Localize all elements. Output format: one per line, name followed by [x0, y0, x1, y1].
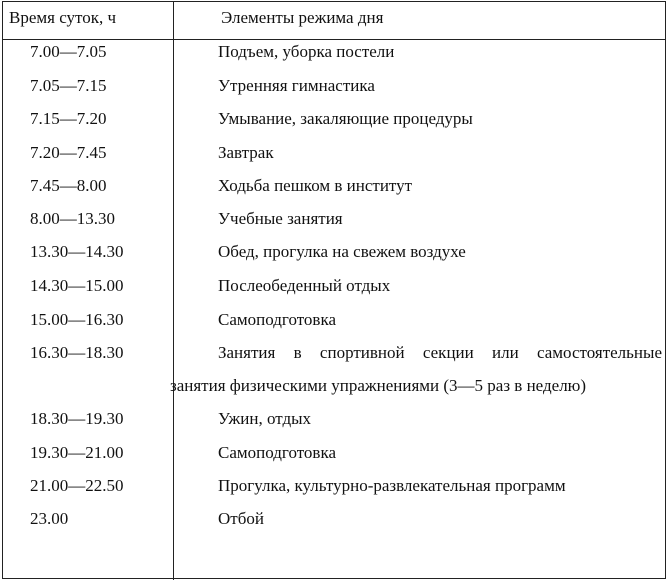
time-cell: 21.00—22.50 [30, 476, 124, 495]
element-cell: Отбой [218, 509, 264, 528]
element-cell-continuation: занятия физическими упражнениями (3—5 раз в неделю) [170, 376, 587, 395]
time-cell: 7.05—7.15 [30, 76, 107, 95]
time-cell: 8.00—13.30 [30, 209, 115, 228]
time-cell: 7.15—7.20 [30, 109, 107, 128]
element-cell: Учебные занятия [218, 209, 343, 228]
element-cell: Подъем, уборка постели [218, 42, 395, 61]
time-cell: 7.45—8.00 [30, 176, 107, 195]
element-cell: Ходьба пешком в институт [218, 176, 413, 195]
time-cell: 15.00—16.30 [30, 310, 124, 329]
time-cell: 23.00 [30, 509, 69, 528]
element-cell: Утренняя гимнастика [218, 76, 375, 95]
element-cell: Обед, прогулка на свежем воздухе [218, 242, 466, 261]
element-cell: Прогулка, культурно-развлекательная программ [218, 476, 566, 495]
element-cell: Послеобеденный отдых [218, 276, 391, 295]
time-cell: 13.30—14.30 [30, 242, 124, 261]
element-cell: Самоподготовка [218, 310, 337, 329]
element-cell: Умывание, закаляющие процедуры [218, 109, 473, 128]
element-cell: Самоподготовка [218, 443, 337, 462]
time-cell: 19.30—21.00 [30, 443, 124, 462]
time-cell: 16.30—18.30 [30, 343, 124, 362]
time-cell: 7.00—7.05 [30, 42, 107, 61]
header-time: Время суток, ч [9, 8, 117, 27]
element-cell: Занятия в спортивной секции или самостоятельные [218, 343, 662, 362]
column-divider [173, 2, 174, 580]
time-cell: 7.20—7.45 [30, 143, 107, 162]
header-elements: Элементы режима дня [221, 8, 384, 27]
time-cell: 14.30—15.00 [30, 276, 124, 295]
element-cell: Завтрак [218, 143, 274, 162]
time-cell: 18.30—19.30 [30, 409, 124, 428]
element-cell: Ужин, отдых [218, 409, 312, 428]
